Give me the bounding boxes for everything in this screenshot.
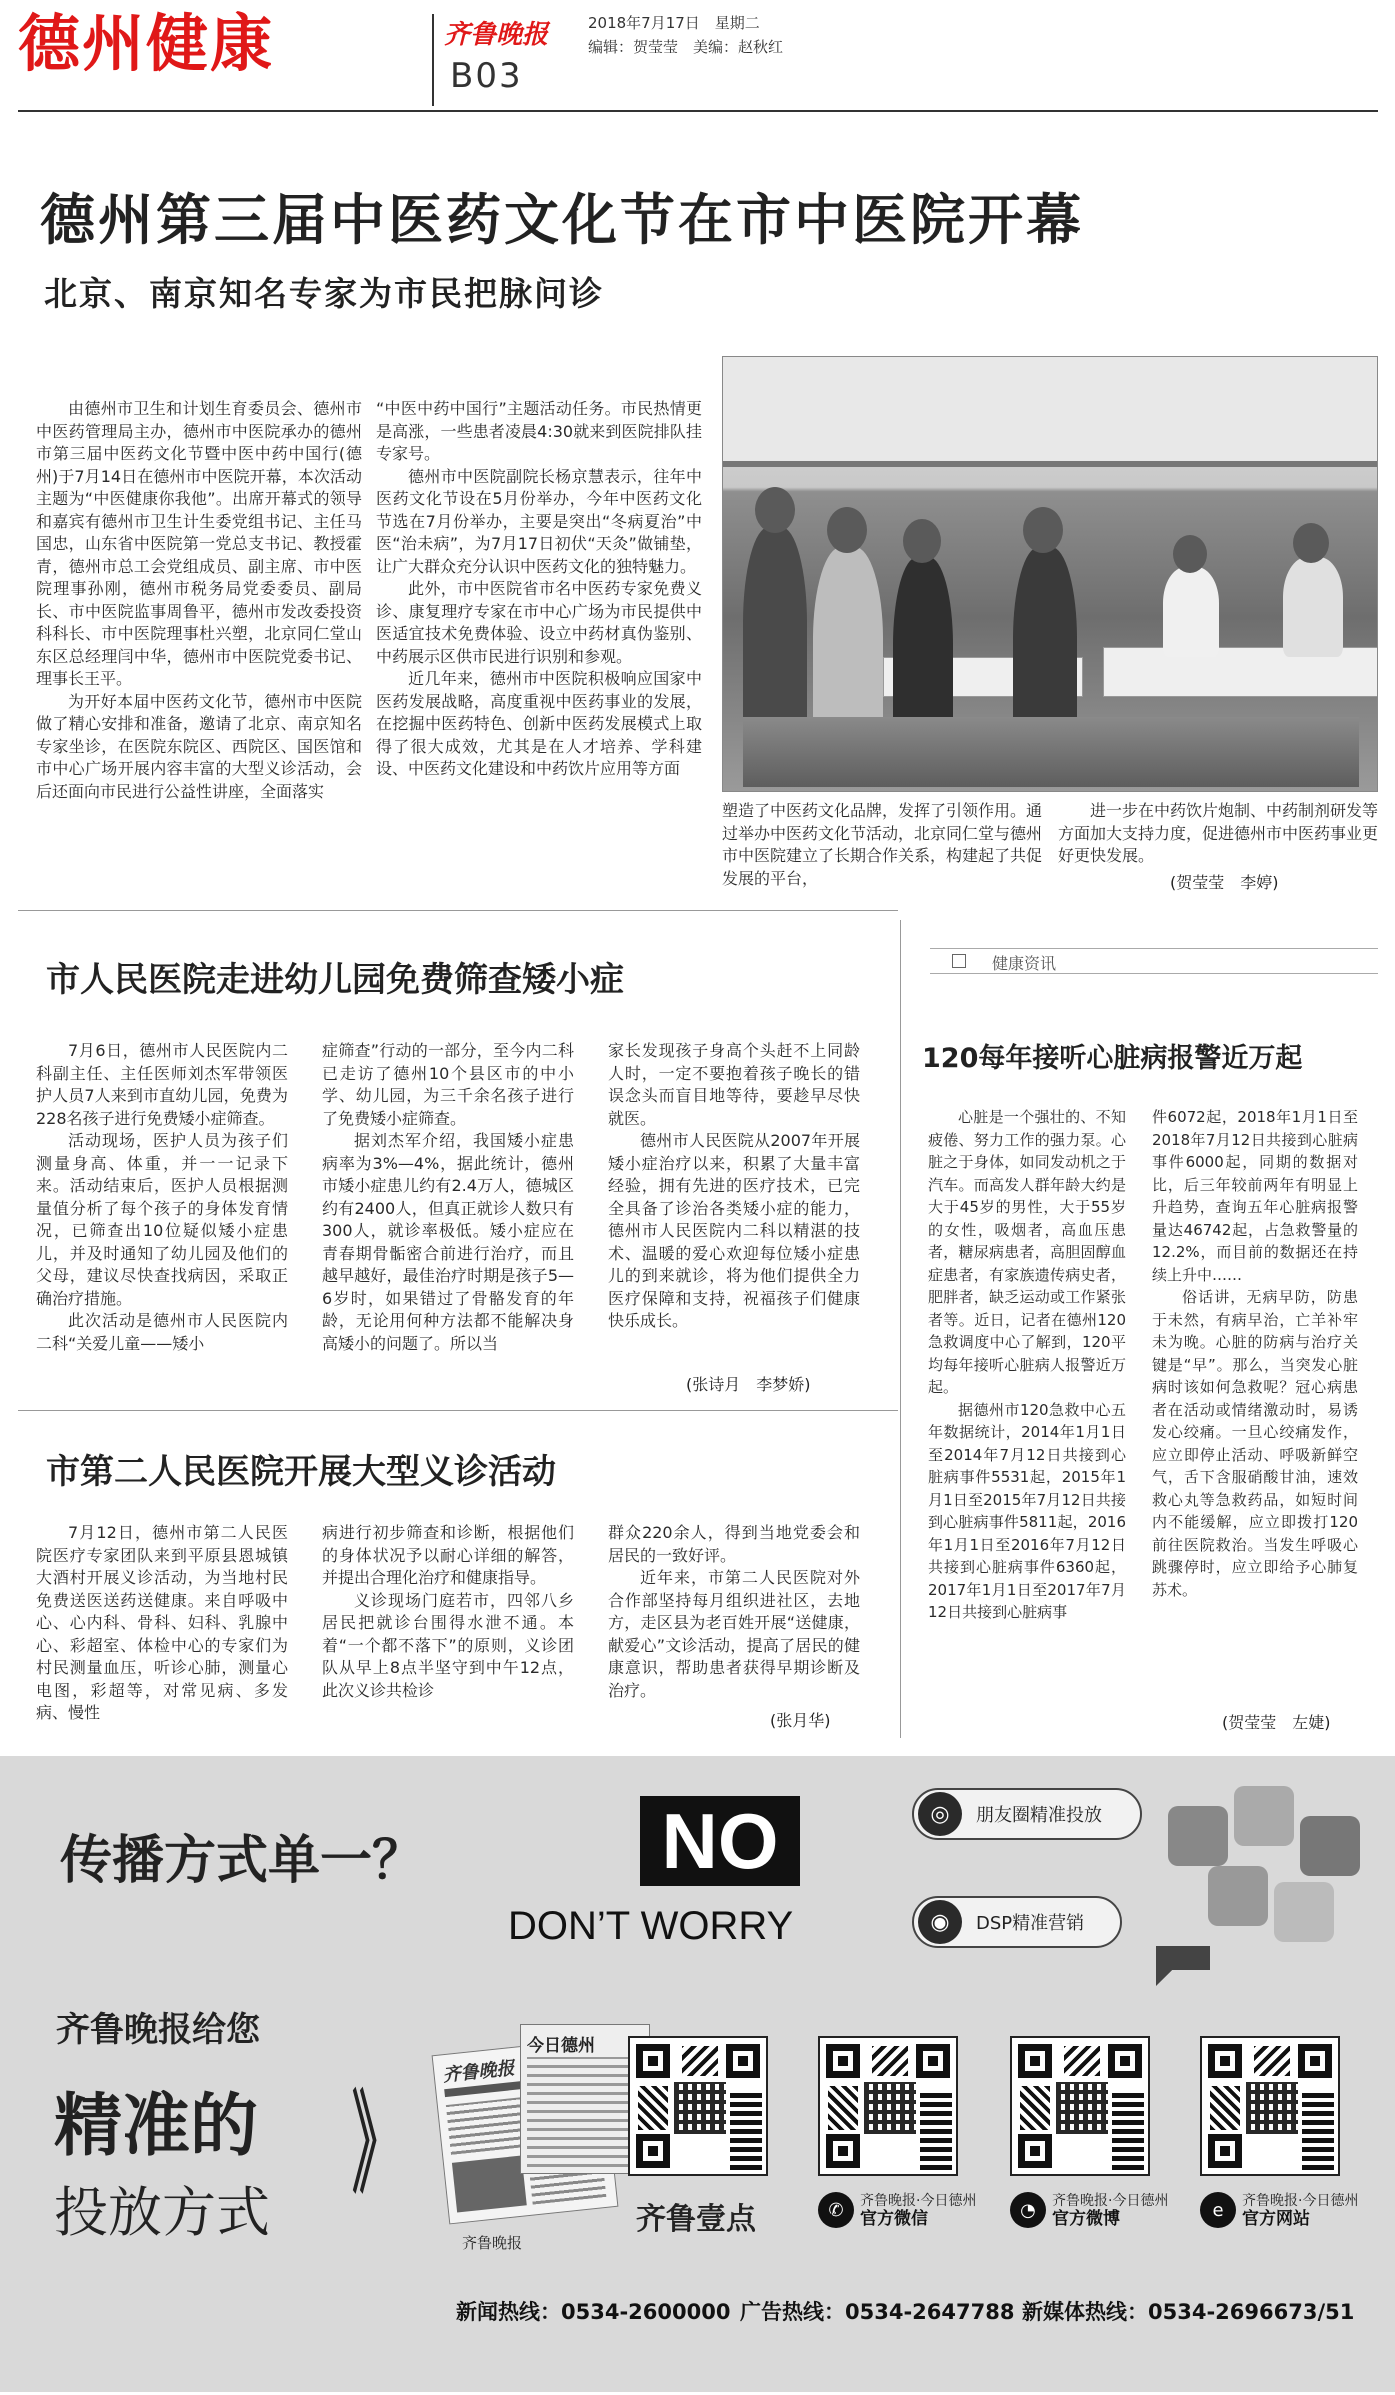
person (1173, 535, 1207, 573)
lead-column-2 (376, 398, 702, 888)
speech-bubble-icon (1156, 1946, 1210, 1986)
wechat-icon: ✆ (818, 2192, 854, 2228)
paragraph: “中医中药中国行”主题活动任务。市民热情更是高涨，一些患者凌晨4:30就来到医院排队挂专家号。 (376, 399, 702, 463)
lead-column-4 (1058, 800, 1378, 872)
lead-subhead: 北京、南京知名专家为市民把脉问诊 (44, 274, 604, 313)
wechat-qr-code[interactable] (818, 2036, 958, 2176)
section-rule (18, 1410, 898, 1411)
kindergarten-column-3 (608, 1040, 860, 1380)
aperture-icon: ◎ (918, 1792, 962, 1836)
person (903, 519, 941, 563)
second-hospital-signature: (张月华) (770, 1711, 831, 1730)
paragraph: 塑造了中医药文化品牌，发挥了引领作用。通过举办中医药文化节活动，北京同仁堂与德州市中医院建立了长期合作关系，构建起了共促发展的平台， (722, 801, 1042, 888)
heart-column-2 (1152, 1106, 1358, 1714)
news-hotline: 新闻热线：0534-2600000 (456, 2300, 731, 2324)
paragraph: 义诊现场门庭若市，四邻八乡居民把就诊台围得水泄不通。本着“一个都不落下”的原则，义诊团队从早上8点半坚守到中午12点，此次义诊共检诊 (322, 1590, 574, 1700)
paragraph: 据刘杰军介绍，我国矮小症患病率为3%—4%，据此统计，德州市矮小症患儿约有2.4万人，德城区约有2400人，但真正就诊人数只有300人，就诊率极低。矮小症应在青春期骨骺密合前进行治疗，而且越早越好，最佳治疗时期是孩子5—6岁时，如果错过了骨骼发育的年龄，无论用何种方法都不能解决身高矮小的问题了。所以当 (322, 1131, 574, 1353)
paragraph: 俗话讲，无病早防，防患于未然，有病早治，亡羊补牢未为晚。心脏的防病与治疗关键是“早”。那么，当突发心脏病时该如何急救呢？冠心病患者在活动或情绪激动时，易诱发心绞痛。一旦心绞痛发作，应立即停止活动、呼吸新鲜空气，舌下含服硝酸甘油，速效救心丸等急救药品，如短时间内不能缓解，应立即拨打120前往医院救治。当发生呼吸心跳骤停时，应立即给予心肺复苏术。 (1152, 1288, 1358, 1599)
kindergarten-signature: (张诗月 李梦娇) (686, 1375, 811, 1394)
paragraph: 7月12日，德州市第二人民医院医疗专家团队来到平原县恩城镇大酒村开展义诊活动，为当地村民免费送医送药送健康。来自呼吸中心、心内科、骨科、妇科、乳腺中心、彩超室、体检中心的专家们为村民测量血压，听诊心肺，测量心电图，彩超等，对常见病、多发病、慢性 (36, 1523, 288, 1722)
lead-headline: 德州第三届中医药文化节在市中医院开幕 (40, 188, 1085, 252)
wechat-label: 齐鲁晚报·今日德州 官方微信 (860, 2193, 977, 2229)
wechat-moments-pill: ◎ 朋友圈精准投放 (912, 1788, 1142, 1840)
paragraph: 心脏是一个强壮的、不知疲倦、努力工作的强力泵。心脏之于身体，如同发动机之于汽车。而高发人群年龄大约是大于45岁的男性，大于55岁的女性，吸烟者，高血压患者，糖尿病患者，高胆固醇血症患者，有家族遗传病史者，肥胖者，缺乏运动或工作紧张者等。近日，记者在德州120急救调度中心了解到，120平均每年接听心脏病人报警近万起。 (928, 1108, 1126, 1396)
editor-line: 编辑：贺莹莹 美编：赵秋红 (588, 38, 784, 56)
header-divider (432, 14, 434, 106)
tag-box-icon (952, 954, 966, 968)
paragraph: 德州市中医院副院长杨京慧表示，往年中医药文化节设在5月份举办，今年中医药文化节选在7月份举办，主要是突出“冬病夏治”中医“治未病”，为7月17日初伏“天灸”做铺垫，让广大群众充分认识中医药文化的独特魅力。 (376, 466, 702, 576)
person (1163, 567, 1219, 657)
paragraph: 进一步在中药饮片炮制、中药制剂研发等方面加大支持力度，促进德州市中医药事业更好更快发展。 (1058, 801, 1378, 865)
paragraph: 由德州市卫生和计划生育委员会、德州市中医药管理局主办，德州市中医院承办的德州市第三届中医药文化节暨中医中药中国行(德州)于7月14日在德州市中医院开幕，本次活动主题为“中医健康你我他”。出席开幕式的领导和嘉宾有德州市卫生计生委党组书记、主任马国忠，山东省中医院第一党总支书记、教授霍青，德州市总工会党组成员、副主席、市中医院理事孙刚，德州市税务局党委委员、副局长、市中医院监事周鲁平，德州市发改委投资科科长、市中医院理事杜兴塑，北京同仁堂山东区总经理闫中华，德州市中医院党委书记、理事长王平。 (36, 399, 362, 688)
section-rule (18, 910, 898, 911)
ad-hotline: 广告热线：0534-2647788 (740, 2300, 1015, 2324)
heart-signature: (贺莹莹 左婕) (1222, 1713, 1331, 1732)
lead-signature: (贺莹莹 李婷) (1170, 873, 1279, 892)
second-hospital-column-2 (322, 1522, 574, 1728)
paragraph: 群众220余人，得到当地党委会和居民的一致好评。 (608, 1523, 860, 1565)
kindergarten-headline: 市人民医院走进幼儿园免费筛查矮小症 (46, 960, 624, 1000)
ad-left-line1: 齐鲁晚报给您 (56, 2010, 260, 2050)
paragraph: 近几年来，德州市中医院积极响应国家中医药发展战略，高度重视中医药事业的发展，在挖掘中医药特色、创新中医药发展模式上取得了很大成效，尤其是在人才培养、学科建设、中医药文化建设和中药饮片应用等方面 (376, 669, 702, 778)
newspaper-masthead-2: 今日德州 (527, 2036, 595, 2056)
paragraph: 据德州市120急救中心五年数据统计，2014年1月1日至2014年7月12日共接到心脏病事件5531起，2015年1月1日至2015年7月12日共接到心脏病事件5811起，2016年1月1日至2016年7月12日共接到心脏病事件6360起，2017年1月1日至2017年7月12日共接到心脏病事 (928, 1400, 1126, 1621)
target-icon: ◉ (918, 1900, 962, 1944)
website-label: 齐鲁晚报·今日德州 官方网站 (1242, 2193, 1359, 2229)
website-qr-code[interactable] (1200, 2036, 1340, 2176)
column-divider (900, 920, 901, 1738)
second-hospital-headline: 市第二人民医院开展大型义诊活动 (46, 1452, 556, 1492)
person (827, 507, 867, 553)
kindergarten-column-2 (322, 1040, 574, 1404)
paragraph: 此外，市中医院省市名中医药专家免费义诊、康复理疗专家在市中心广场为市民提供中医适宜技术免费体验、设立中药材真伪鉴别、中药展示区供市民进行识别和参观。 (376, 579, 702, 666)
ad-slogan-question: 传播方式单一？ (60, 1831, 425, 1891)
second-hospital-column-1 (36, 1522, 288, 1728)
new-media-hotline: 新媒体热线：0534-2696673/51 (1022, 2300, 1355, 2324)
paragraph: 病进行初步筛查和诊断，根据他们的身体状况予以耐心详细的解答，并提出合理化治疗和健康指导。 (322, 1523, 574, 1587)
paragraph: 德州市人民医院从2007年开展矮小症治疗以来，积累了大量丰富经验，拥有先进的医疗技术，已完全具备了诊治各类矮小症的能力，德州市人民医院内二科以精湛的技术、温暖的爱心欢迎每位矮小症患儿的到来就诊，将为他们提供全力医疗保障和支持，祝福孩子们健康快乐成长。 (608, 1131, 860, 1330)
person (1283, 557, 1343, 657)
paragraph: 近年来，市第二人民医院对外合作部坚持每月组织进社区，去地方，走区县为老百姓开展“送健康，献爱心”文诊活动，提高了居民的健康意识，帮助患者获得早期诊断及治疗。 (608, 1568, 860, 1700)
weibo-qr-code[interactable] (1010, 2036, 1150, 2176)
ground (743, 717, 1359, 787)
paragraph: 件6072起，2018年1月1日至2018年7月12日共接到心脏病事件6000起，同期的数据对比，后三年较前两年有明显上升趋势，查询五年心脏病报警量达46742起，占急救警量的12.2%，而目前的数据还在持续上升中…… (1152, 1108, 1358, 1284)
paragraph: 家长发现孩子身高个头赶不上同龄人时，一定不要抱着孩子晚长的错误念头而盲目地等待，要趁早尽快就医。 (608, 1041, 860, 1128)
second-hospital-column-3 (608, 1522, 860, 1708)
lead-column-3 (722, 800, 1042, 896)
weibo-icon: ◔ (1010, 2192, 1046, 2228)
app-label: 齐鲁壹点 (636, 2202, 756, 2237)
paper-logo: 齐鲁晚报 (444, 20, 549, 50)
event-photo (722, 356, 1378, 792)
kindergarten-column-1 (36, 1040, 288, 1404)
paragraph: 此次活动是德州市人民医院内二科“关爱儿童——矮小 (36, 1311, 288, 1353)
person (1293, 523, 1329, 563)
column-tag-bar (930, 948, 1378, 974)
header-rule (18, 110, 1378, 112)
globe-icon: e (1200, 2192, 1236, 2228)
ad-no-badge: NO (640, 1796, 800, 1886)
app-qr-code[interactable] (628, 2036, 768, 2176)
section-title: 德州健康 (18, 7, 275, 80)
weibo-label: 齐鲁晚报·今日德州 官方微博 (1052, 2193, 1169, 2229)
lead-column-1 (36, 398, 362, 888)
person (1023, 507, 1063, 553)
tent-canopy (723, 357, 1378, 467)
person (755, 487, 795, 533)
ad-slogan-english: DON’T WORRY (508, 1904, 794, 1948)
advertisement (0, 1756, 1395, 2392)
paragraph: 7月6日，德州市人民医院内二科副主任、主任医师刘杰军带领医护人员7人来到市直幼儿园，免费为228名孩子进行免费矮小症筛查。 (36, 1041, 288, 1128)
paragraph: 为开好本届中医药文化节，德州市中医院做了精心安排和准备，邀请了北京、南京知名专家坐诊，在医院东院区、西院区、国医馆和市中心广场开展内容丰富的大型义诊活动，会后还面向市民进行公益性讲座，全面落实 (36, 691, 362, 801)
newspaper-masthead: 齐鲁晚报 (441, 2057, 516, 2087)
ad-left-line2: 精准的 (54, 2087, 259, 2166)
ad-left-line3: 投放方式 (54, 2181, 270, 2244)
newspaper-caption: 齐鲁晚报 (462, 2234, 523, 2252)
page-code: B03 (450, 56, 523, 96)
chevron-right-icon: 》 (352, 2080, 402, 2208)
puzzle-icon (1168, 1786, 1368, 1946)
heart-headline: 120每年接听心脏病报警近万起 (922, 1043, 1303, 1074)
heart-column-1 (928, 1106, 1126, 1736)
date-line: 2018年7月17日 星期二 (588, 14, 760, 32)
dsp-pill: ◉ DSP精准营销 (912, 1896, 1122, 1948)
column-tag: 健康资讯 (992, 954, 1057, 973)
paragraph: 症筛查”行动的一部分，至今内二科已走访了德州10个县区市的中小学、幼儿园，为三千余名孩子进行了免费矮小症筛查。 (322, 1041, 574, 1128)
paragraph: 活动现场，医护人员为孩子们测量身高、体重，并一一记录下来。活动结束后，医护人员根据测量值分析了每个孩子的身体发育情况，已筛查出10位疑似矮小症患儿，并及时通知了幼儿园及他们的父母，建议尽快查找病因，采取正确治疗措施。 (36, 1131, 288, 1308)
